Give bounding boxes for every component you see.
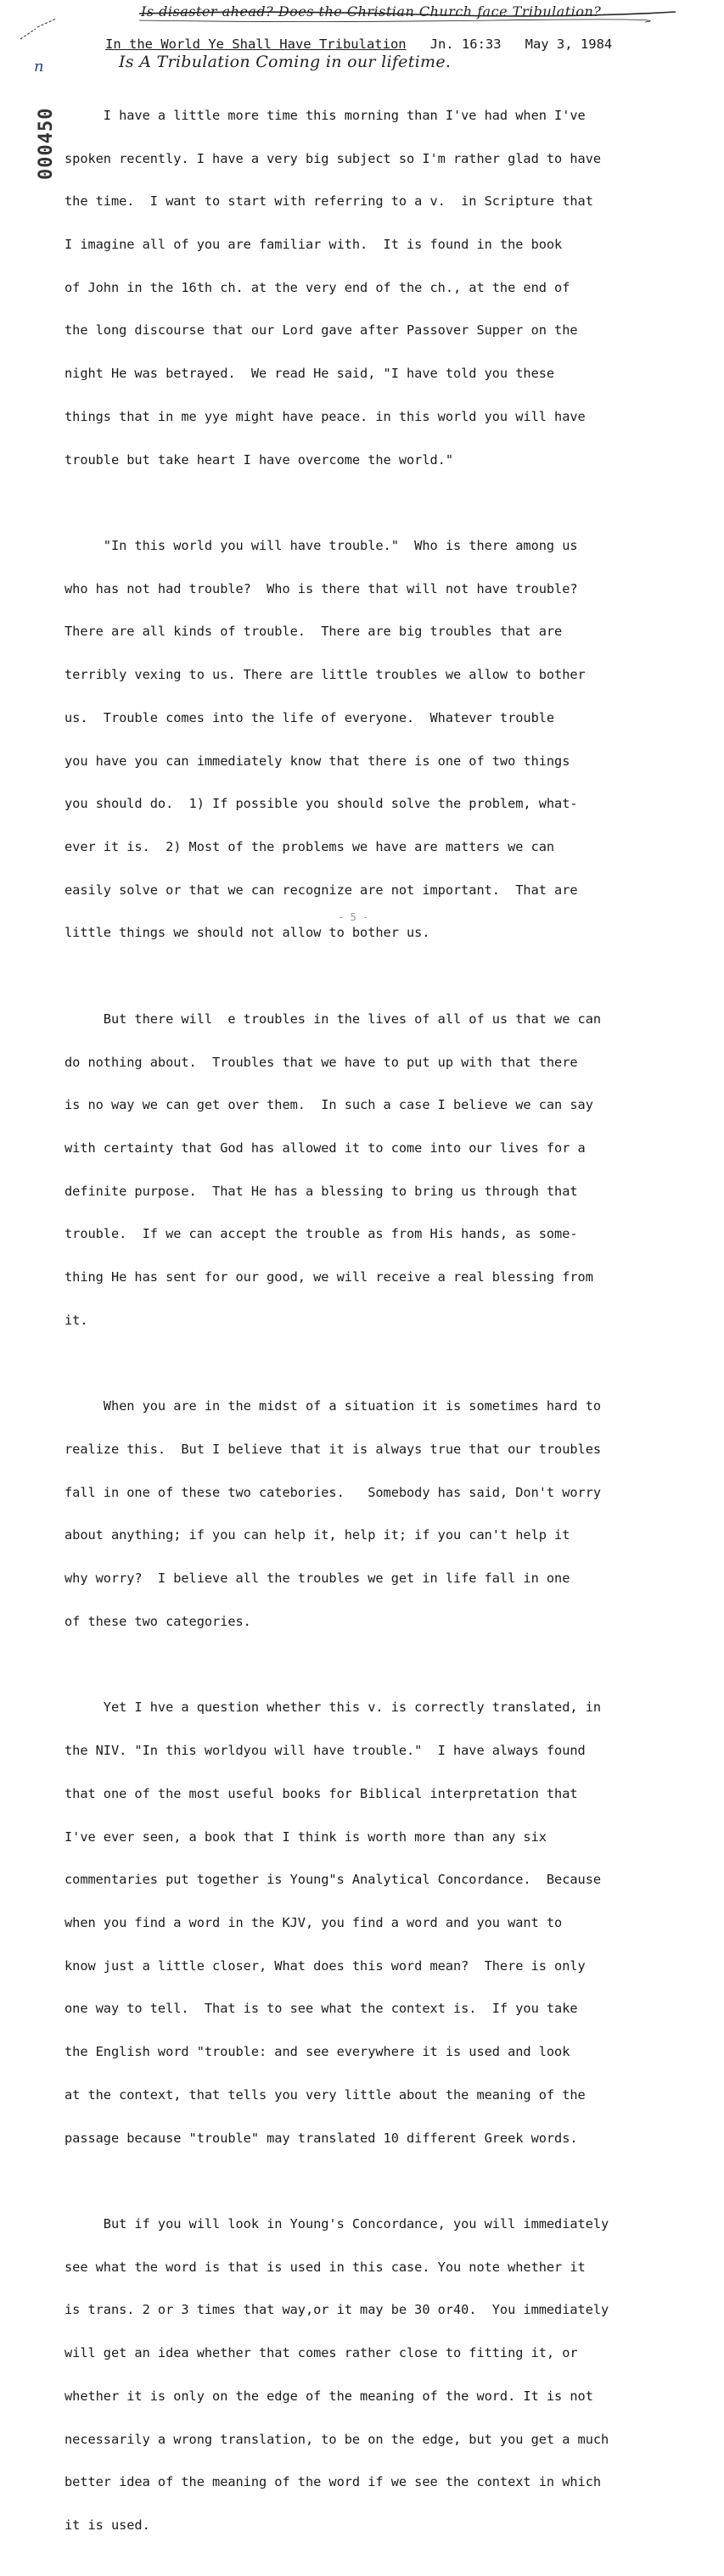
text-line: When you are in the midst of a situation it is sometimes hard to	[65, 1398, 602, 1414]
text-line: with certainty that God has allowed it to come into our lives for a	[65, 1140, 586, 1156]
text-line: Yet I hve a question whether this v. is correctly translated, in	[65, 1700, 602, 1716]
document-header	[105, 36, 676, 53]
text-line: that one of the most useful books for Biblical interpretation that	[65, 1785, 578, 1801]
document-body	[65, 80, 684, 2576]
pencil-mark-icon	[19, 17, 61, 42]
margin-annotation: n	[34, 58, 44, 76]
text-line: little things we should not allow to bother us.	[65, 925, 430, 941]
strikethrough-icon	[136, 2, 679, 24]
paragraph-6	[65, 2188, 684, 2562]
text-line: us. Trouble comes into the life of everyone. Whatever trouble	[65, 709, 555, 725]
text-line: of John in the 16th ch. at the very end of the ch., at the end of	[65, 279, 570, 295]
text-line: about anything; if you can help it, help it; if you can't help it	[65, 1527, 570, 1543]
text-line: is no way we can get over them. In such a case I believe we can say	[65, 1097, 593, 1113]
text-line: definite purpose. That He has a blessing to bring us through that	[65, 1183, 578, 1199]
text-line: spoken recently. I have a very big subject so I'm rather glad to have	[65, 150, 602, 166]
text-line: trouble. If we can accept the trouble as from His hands, as some-	[65, 1226, 578, 1242]
text-line: thing He has sent for our good, we will receive a real blessing from	[65, 1269, 593, 1285]
text-line: the NIV. "In this worldyou will have trouble." I have always found	[65, 1743, 586, 1759]
text-line: it.	[65, 1312, 88, 1328]
text-line: will get an idea whether that comes rather close to fitting it, or	[65, 2345, 578, 2361]
text-line: fall in one of these two catebories. Somebody has said, Don't worry	[65, 1484, 602, 1500]
text-line: why worry? I believe all the troubles we get in life fall in one	[65, 1571, 570, 1587]
paragraph-4	[65, 1371, 684, 1658]
text-line: who has not had trouble? Who is there that will not have trouble?	[65, 580, 578, 596]
text-line: of these two categories.	[65, 1613, 251, 1629]
text-line: I have a little more time this morning than I've had when I've	[65, 107, 586, 123]
text-line: There are all kinds of trouble. There are big troubles that are	[65, 624, 563, 640]
text-line: ever it is. 2) Most of the problems we have are matters we can	[65, 839, 555, 855]
page-number-mark: - 5 -	[338, 911, 369, 923]
text-line: trouble but take heart I have overcome the world."	[65, 451, 453, 468]
text-line: "In this world you will have trouble." Who is there among us	[65, 537, 578, 553]
text-line: commentaries put together is Young"s Analytical Concordance. Because	[65, 1872, 602, 1888]
text-line: do nothing about. Troubles that we have to put up with that there	[65, 1054, 578, 1070]
handwritten-top-note-text: Is disaster ahead? Does the Christian Church face Tribulation?	[141, 3, 602, 20]
text-line: I've ever seen, a book that I think is worth more than any six	[65, 1828, 547, 1845]
text-line: the long discourse that our Lord gave after Passover Supper on the	[65, 322, 578, 339]
text-line: is trans. 2 or 3 times that way,or it may be 30 or40. You immediately	[65, 2302, 609, 2318]
paragraph-5	[65, 1672, 684, 2175]
text-line: I imagine all of you are familiar with. It is found in the book	[65, 236, 563, 252]
text-line: easily solve or that we can recognize are not important. That are	[65, 882, 578, 898]
paragraph-3	[65, 983, 684, 1357]
document-title: In the World Ye Shall Have Tribulation	[105, 36, 407, 52]
text-line: But there will e troubles in the lives of all of us that we can	[65, 1011, 602, 1027]
text-line: you should do. 1) If possible you should solve the problem, what-	[65, 796, 578, 812]
text-line: terribly vexing to us. There are little troubles we allow to bother	[65, 667, 586, 683]
text-line: the English word "trouble: and see everywhere it is used and look	[65, 2044, 570, 2060]
paragraph-1	[65, 80, 684, 496]
text-line: see what the word is that is used in this case. You note whether it	[65, 2259, 586, 2275]
text-line: passage because "trouble" may translated 10 different Greek words.	[65, 2130, 578, 2146]
text-line: But if you will look in Young's Concordance, you will immediately	[65, 2215, 609, 2232]
text-line: one way to tell. That is to see what the context is. If you take	[65, 2001, 578, 2017]
text-line: night He was betrayed. We read He said, "I have told you these	[65, 366, 555, 382]
text-line: whether it is only on the edge of the meaning of the word. It is not	[65, 2388, 593, 2404]
text-line: better idea of the meaning of the word if we see the context in which	[65, 2474, 602, 2490]
paragraph-2	[65, 510, 684, 969]
document-date: May 3, 1984	[525, 36, 613, 52]
text-line: the time. I want to start with referring to a v. in Scripture that	[65, 193, 593, 210]
text-line: realize this. But I believe that it is always true that our troubles	[65, 1442, 602, 1458]
scripture-reference: Jn. 16:33	[429, 36, 502, 52]
text-line: when you find a word in the KJV, you find a word and you want to	[65, 1914, 563, 1930]
text-line: necessarily a wrong translation, to be on the edge, but you get a much	[65, 2431, 609, 2447]
text-line: you have you can immediately know that there is one of two things	[65, 753, 570, 769]
text-line: at the context, that tells you very little about the meaning of the	[65, 2086, 586, 2103]
text-line: it is used.	[65, 2517, 150, 2533]
text-line: things that in me yye might have peace. in this world you will have	[65, 408, 586, 424]
handwritten-subtitle: Is A Tribulation Coming in our lifetime.	[119, 53, 452, 71]
archive-stamp-number: 000450	[36, 107, 57, 180]
text-line: know just a little closer, What does this word mean? There is only	[65, 1957, 586, 1974]
handwritten-top-note	[136, 2, 679, 24]
